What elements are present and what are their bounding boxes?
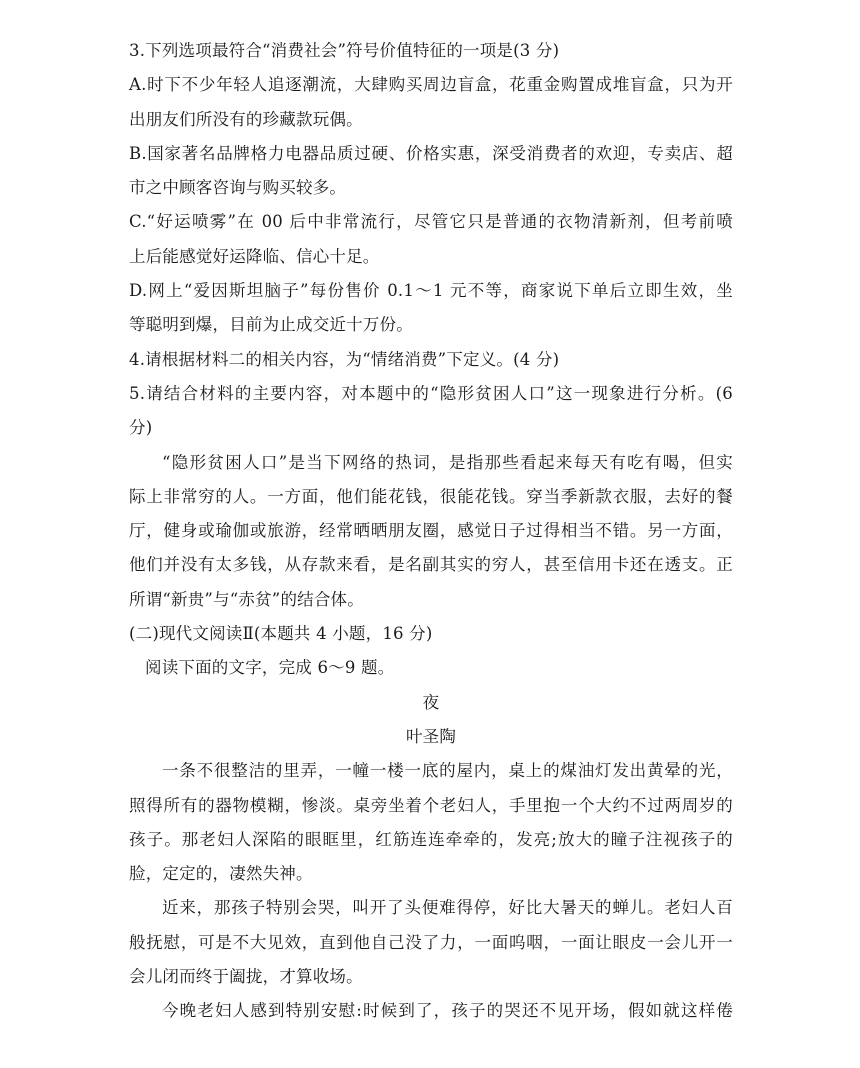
option-a-line-1: A.时下不少年轻人追逐潮流，大肆购买周边盲盒，花重金购置成堆盲盒，只为开 — [129, 75, 733, 95]
question-5-stem-line-1: 5.请结合材料的主要内容，对本题中的“隐形贫困人口”这一现象进行分析。(6 — [129, 383, 733, 403]
option-b-line-2: 市之中顾客咨询与购买较多。 — [129, 178, 347, 198]
para3-line-1: 今晚老妇人感到特别安慰:时候到了，孩子的哭还不见开场，假如就这样倦 — [162, 1001, 733, 1021]
article-title: 夜 — [422, 692, 440, 712]
para1-line-3: 孩子。那老妇人深陷的眼眶里，红筋连连牵牵的，发亮;放大的瞳子注视孩子的 — [129, 829, 733, 849]
option-c-line-2: 上后能感觉好运降临、信心十足。 — [129, 246, 380, 266]
q5-passage-line-1: “隐形贫困人口”是当下网络的热词，是指那些看起来每天有吃有喝，但实 — [162, 452, 733, 472]
question-3-stem: 3.下列选项最符合“消费社会”符号价值特征的一项是(3 分) — [129, 41, 560, 60]
section-2-heading: (二)现代文阅读Ⅱ(本题共 4 小题，16 分) — [129, 624, 433, 644]
option-c-line-1: C.“好运喷雾”在 00 后中非常流行，尽管它只是普通的衣物清新剂，但考前喷 — [129, 212, 733, 232]
option-d-line-1: D.网上“爱因斯坦脑子”每份售价 0.1～1 元不等，商家说下单后立即生效，坐 — [129, 281, 733, 301]
question-4-stem: 4.请根据材料二的相关内容，为“情绪消费”下定义。(4 分) — [129, 349, 560, 369]
para2-line-2: 般抚慰，可是不大见效，直到他自己没了力，一面呜咽，一面让眼皮一会儿开一 — [129, 932, 733, 952]
option-b-line-1: B.国家著名品牌格力电器品质过硬、价格实惠，深受消费者的欢迎，专卖店、超 — [129, 143, 733, 163]
q5-passage-line-5: 所谓“新贵”与“赤贫”的结合体。 — [129, 589, 364, 609]
para2-line-1: 近来，那孩子特别会哭，叫开了头便难得停，好比大暑天的蝉儿。老妇人百 — [162, 898, 733, 918]
para1-line-1: 一条不很整洁的里弄，一幢一楼一底的屋内，桌上的煤油灯发出黄晕的光， — [162, 761, 733, 781]
para1-line-2: 照得所有的器物模糊，惨淡。桌旁坐着个老妇人，手里抱一个大约不过两周岁的 — [129, 795, 733, 815]
article-author: 叶圣陶 — [405, 726, 457, 746]
q5-passage-line-2: 际上非常穷的人。一方面，他们能花钱，很能花钱。穿当季新款衣服，去好的餐 — [129, 486, 733, 506]
option-a-line-2: 出朋友们所没有的珍藏款玩偶。 — [129, 109, 363, 129]
q5-passage-line-4: 他们并没有太多钱，从存款来看，是名副其实的穷人，甚至信用卡还在透支。正 — [129, 555, 733, 575]
option-d-line-2: 等聪明到爆，目前为止成交近十万份。 — [129, 315, 413, 335]
section-2-instruction: 阅读下面的文字，完成 6～9 题。 — [145, 658, 395, 678]
para1-line-4: 脸，定定的，凄然失神。 — [129, 864, 313, 884]
document-page — [129, 34, 733, 1029]
q5-passage-line-3: 厅，健身或瑜伽或旅游，经常晒晒朋友圈，感觉日子过得相当不错。另一方面， — [129, 521, 733, 541]
para2-line-3: 会儿闭而终于阖拢，才算收场。 — [129, 967, 363, 987]
question-5-stem-line-2: 分) — [129, 418, 153, 438]
